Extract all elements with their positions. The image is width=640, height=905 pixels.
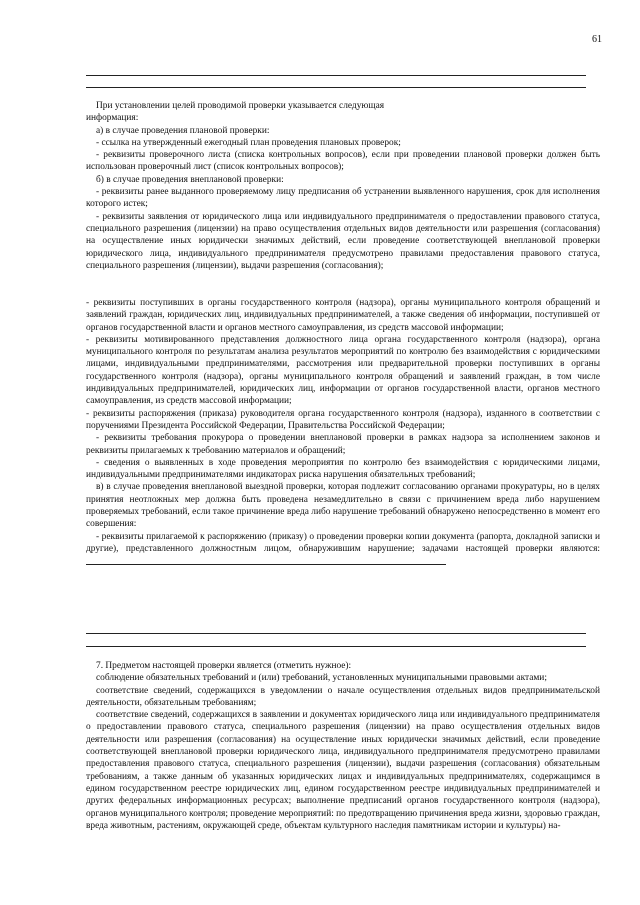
- unscheduled-grounds-section: [86, 297, 600, 570]
- paragraph: При установлении целей проводимой проверки указывается следующая: [96, 101, 385, 111]
- paragraph: 7. Предметом настоящей проверки является (отметить нужное):: [96, 661, 352, 671]
- paragraph: - реквизиты заявления от юридического лица или индивидуального предпринимателя о предоставлении правового статуса, специального разрешения (лицензии) на право осуществления отдельных видов деятельности или разрешения (согласования) на осуществление иных юридически значимых действий, если проведение соответствующей внеплановой проверки юридического лица, индивидуального предпринимателя предусмотрено правилами предоставления правового статуса, специального разрешения (лицензии), выдачи разрешения (согласования);: [86, 211, 600, 271]
- paragraph: - сведения о выявленных в ходе проведения мероприятия по контролю без взаимодействия с юридическими лицами, индивидуальными предпринимателями индикаторах риска нарушения обязательных требований;: [86, 457, 600, 481]
- paragraph-text: - реквизиты прилагаемой к распоряжению (приказу) о проведении проверки копии документа (рапорта, докладной записки и другие), представленного должностным лицом, обнаружившим нарушение; задачами настоящей проверки являются:: [86, 531, 600, 554]
- paragraph: - реквизиты проверочного листа (списка контрольных вопросов), если при проведении плановой проверки должен быть использован проверочный лист (список контрольных вопросов);: [86, 150, 600, 173]
- paragraph: - реквизиты ранее выданного проверяемому лицу предписания об устранении выявленного нарушения, срок для исполнения которого истек;: [86, 187, 600, 210]
- paragraph: а) в случае проведения плановой проверки:: [96, 125, 270, 136]
- fill-line: [86, 646, 586, 647]
- paragraph: - реквизиты мотивированного представления должностного лица органа государственного контроля (надзора), органа муниципального контроля по результатам анализа результатов мероприятий по контролю без взаимодействия с юридическими лицами, индивидуальными предпринимателями, рассмотрения или предварительной проверки поступивших в органы государственного контроля (надзора), органы муниципального контроля обращений и заявлений граждан, в том числе индивидуальных предпринимателей, юридических лиц, информации от органов государственной власти, органов местного самоуправления, из средств массовой информации;: [86, 334, 600, 407]
- paragraph: в) в случае проведения внеплановой выездной проверки, которая подлежит согласованию органами прокуратуры, но в целях принятия неотложных мер должна быть проведена незамедлительно в связи с причинением вреда либо нарушением проверяемых требований, если такое причинение вреда либо нарушение требований обнаружено непосредственно в момент его совершения:: [86, 482, 600, 530]
- paragraph: соблюдение обязательных требований и (или) требований, установленных муниципальными правовыми актами;: [96, 673, 547, 684]
- paragraph: - реквизиты требования прокурора о проведении внеплановой проверки в рамках надзора за исполнением законов и реквизиты прилагаемых к требованию материалов и обращений;: [86, 433, 600, 456]
- goals-section: [86, 100, 600, 272]
- paragraph: б) в случае проведения внеплановой проверки:: [96, 174, 284, 185]
- paragraph: - реквизиты распоряжения (приказа) руководителя органа государственного контроля (надзора), изданного в соответствии с поручениями Президента Российской Федерации, Правительства Российской Федерации;: [86, 408, 600, 431]
- paragraph: - ссылка на утвержденный ежегодный план проведения плановых проверок;: [96, 137, 401, 148]
- paragraph: - реквизиты поступивших в органы государственного контроля (надзора), органы муниципального контроля обращений и заявлений граждан, юридических лиц, индивидуальных предпринимателей, а также сведения об информации, поступившей от органов государственной власти и органов местного самоуправления, из средств массовой информации;: [86, 298, 600, 333]
- page-number: 61: [592, 34, 602, 45]
- fill-line: [86, 555, 446, 565]
- fill-line: [86, 75, 586, 76]
- paragraph: соответствие сведений, содержащихся в уведомлении о начале осуществления отдельных видов предпринимательской деятельности, обязательным требованиям;: [86, 685, 600, 708]
- subject-section: [86, 660, 600, 832]
- paragraph: соответствие сведений, содержащихся в заявлении и документах юридического лица или индивидуального предпринимателя о предоставлении правового статуса, специального разрешения (лицензии) на право осуществления отдельных видов деятельности или разрешения (согласования) на осуществление иных юридически значимых действий, если проведение соответствующей внеплановой проверки юридического лица, индивидуального предпринимателя предусмотрено правилами предоставления правового статуса, специального разрешения (лицензии), выдачи разрешения (согласования) обязательным требованиям, а также данным об указанных юридических лицах и индивидуальных предпринимателях, содержащимся в едином государственном реестре юридических лиц, едином государственном реестре индивидуальных предпринимателей и других федеральных информационных ресурсах; выполнение предписаний органов государственного контроля (надзора), органов муниципального контроля; проведение мероприятий: по предотвращению причинения вреда жизни, здоровью граждан, вреда животным, растениям, окружающей среде, объектам культурного наследия памятникам истории и культуры) на-: [86, 710, 600, 831]
- fill-line: [86, 87, 586, 88]
- paragraph: [86, 531, 600, 570]
- paragraph: информация:: [86, 113, 139, 124]
- fill-line: [86, 633, 586, 634]
